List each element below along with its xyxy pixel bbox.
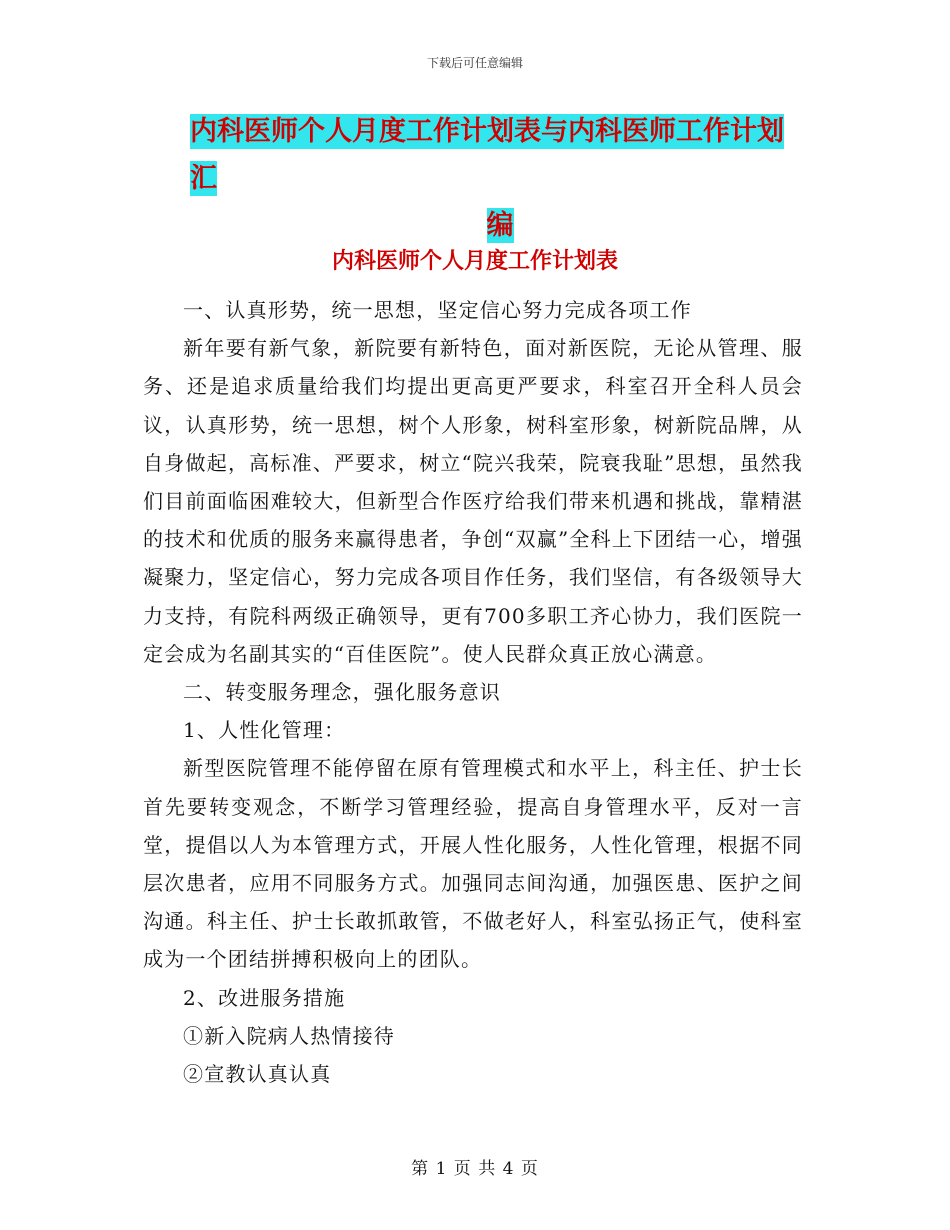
heading-2: 二、转变服务理念，强化服务意识	[183, 680, 501, 705]
heading-1: 一、认真形势，统一思想，坚定信心努力完成各项工作	[183, 298, 692, 322]
section-title: 内科医师个人月度工作计划表	[331, 249, 618, 274]
paragraph-1: 新年要有新气象，新院要有新特色，面对新医院，无论从管理、服务、还是追求质量给我们均提出更高更严要求，科室召开全科人员会议，认真形势，统一思想，树个人形象，树科室形象，树新院品牌，从自身做起，高标准、严要求，树立“院兴我荣，院衰我耻”思想，虽然我们目前面临困难较大，但新型合作医疗给我们带来机遇和挑战，靠精湛的技术和优质的服务来赢得患者，争创“双赢”全科上下团结一心，增强凝聚力，坚定信心，努力完成各项目作任务，我们坚信，有各级领导大力支持，有院科两级正确领导，更有700多职工齐心协力，我们医院一定会成为名副其实的“百佳医院”。使人民群众真正放心满意。	[143, 336, 803, 666]
subheading-1: 1、人性化管理：	[183, 718, 346, 743]
list-item-1: ①新入院病人热情接待	[183, 1023, 395, 1048]
document-body	[143, 291, 803, 1093]
document-title	[190, 108, 810, 249]
list-item-2: ②宣教认真认真	[183, 1062, 332, 1087]
document-title-line2: 编	[486, 210, 514, 241]
header-note: 下载后可任意编辑	[426, 56, 523, 70]
subheading-2: 2、改进服务措施	[183, 985, 346, 1010]
page-footer: 第 1 页 共 4 页	[411, 1159, 539, 1179]
paragraph-2: 新型医院管理不能停留在原有管理模式和水平上，科主任、护士长首先要转变观念，不断学习管理经验，提高自身管理水平，反对一言堂，提倡以人为本管理方式，开展人性化服务，人性化管理，根据不同层次患者，应用不同服务方式。加强同志间沟通，加强医患、医护之间沟通。科主任、护士长敢抓敢管，不做老好人，科室弘扬正气，使科室成为一个团结拼搏积极向上的团队。	[143, 756, 803, 972]
document-title-line1: 内科医师个人月度工作计划表与内科医师工作计划汇	[190, 116, 784, 194]
